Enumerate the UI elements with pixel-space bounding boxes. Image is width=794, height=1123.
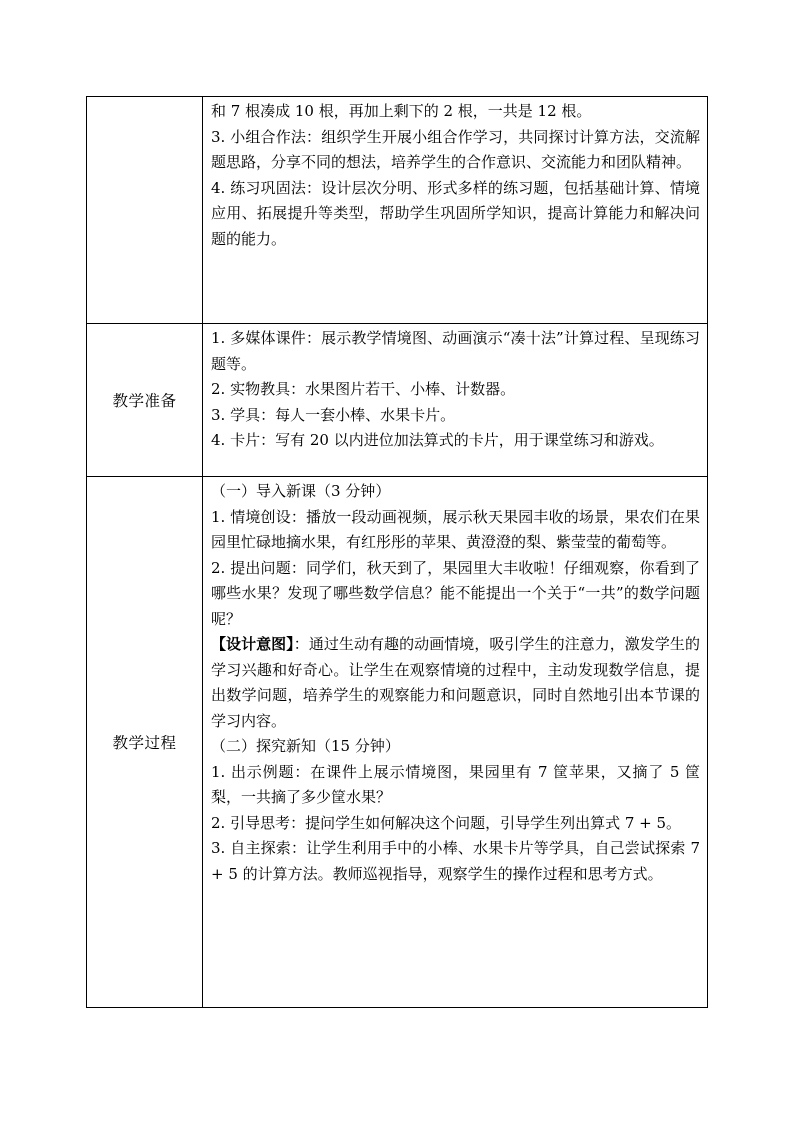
table-row xyxy=(87,97,708,324)
paragraph: 4. 练习巩固法：设计层次分明、形式多样的练习题，包括基础计算、情境应用、拓展提升等类型，帮助学生巩固所学知识，提高计算能力和解决问题的能力。 xyxy=(211,178,700,248)
row-label-cell xyxy=(87,97,203,324)
paragraph: 和 7 根凑成 10 根，再加上剩下的 2 根，一共是 12 根。 xyxy=(211,102,592,120)
table-row xyxy=(87,477,708,1008)
paragraph: 4. 卡片：写有 20 以内进位加法算式的卡片，用于课堂练习和游戏。 xyxy=(211,431,664,449)
paragraph: 3. 小组合作法：组织学生开展小组合作学习，共同探讨计算方法，交流解题思路，分享不同的想法，培养学生的合作意识、交流能力和团队精神。 xyxy=(211,127,700,171)
row-content-cell xyxy=(203,97,708,324)
design-intent-paragraph xyxy=(211,632,700,734)
row-label-cell xyxy=(87,324,203,477)
design-intent-text: ：通过生动有趣的动画情境，吸引学生的注意力，激发学生的学习兴趣和好奇心。让学生在观察情境的过程中，主动发现数学信息，提出数学问题，培养学生的观察能力和问题意识，同时自然地引出本节课的学习内容。 xyxy=(211,635,700,730)
lesson-plan-table xyxy=(86,96,708,1008)
row-content-cell xyxy=(203,324,708,477)
table-row xyxy=(87,324,708,477)
paragraph: 1. 出示例题：在课件上展示情境图，果园里有 7 筐苹果，又摘了 5 筐梨，一共摘了多少筐水果？ xyxy=(211,762,700,806)
paragraph: 2. 实物教具：水果图片若干、小棒、计数器。 xyxy=(211,380,516,398)
paragraph: 1. 情境创设：播放一段动画视频，展示秋天果园丰收的场景，果农们在果园里忙碌地摘水果，有红彤彤的苹果、黄澄澄的梨、紫莹莹的葡萄等。 xyxy=(211,507,700,551)
paragraph: 1. 多媒体课件：展示教学情境图、动画演示“凑十法”计算过程、呈现练习题等。 xyxy=(211,329,700,373)
paragraph: 2. 引导思考：提问学生如何解决这个问题，引导学生列出算式 7 + 5。 xyxy=(211,813,682,832)
section-heading: （二）探究新知（15 分钟） xyxy=(211,737,400,755)
row-label-cell xyxy=(87,477,203,1008)
section-heading: （一）导入新课（3 分钟） xyxy=(211,482,391,500)
paragraph: 3. 自主探索：让学生利用手中的小棒、水果卡片等学具，自己尝试探索 7 + 5 的计算方法。教师巡视指导，观察学生的操作过程和思考方式。 xyxy=(211,839,700,883)
row-content-cell xyxy=(203,477,708,1008)
row-label: 教学过程 xyxy=(112,734,177,752)
row-label: 教学准备 xyxy=(112,392,177,410)
paragraph: 2. 提出问题：同学们，秋天到了，果园里大丰收啦！仔细观察，你看到了哪些水果？发现了哪些数学信息？能不能提出一个关于“一共”的数学问题呢？ xyxy=(211,558,700,628)
paragraph: 3. 学具：每人一套小棒、水果卡片。 xyxy=(211,405,456,424)
design-intent-label: 【设计意图】 xyxy=(211,635,294,653)
